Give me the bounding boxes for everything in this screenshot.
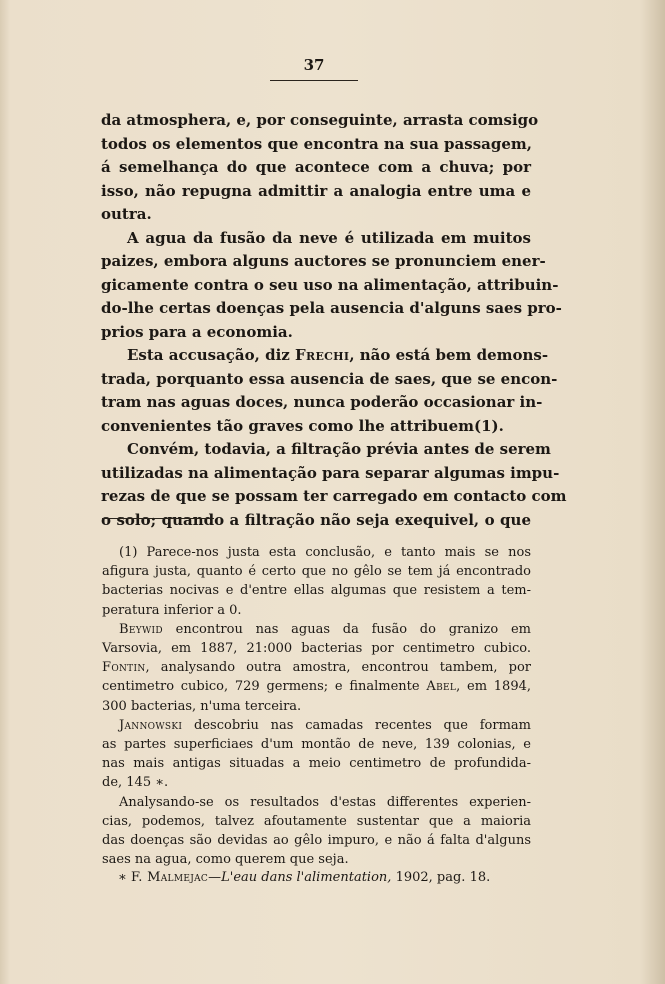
page-number: 37 — [303, 56, 325, 74]
footnote-line: 300 bacterias, n'uma terceira. — [102, 698, 302, 714]
footnote-line: (1) Parece-nos justa esta conclusão, e tanto mais se nos — [119, 545, 531, 560]
text-line: da atmosphera, e, por conseguinte, arrasta comsigo — [101, 111, 539, 129]
author-name-jannowski: Jannowski — [119, 717, 183, 733]
footnote-line — [102, 716, 531, 735]
text-line: do-lhe certas doenças pela ausencia d'alguns saes pro- — [101, 299, 562, 317]
text-fragment: , analysando outra amostra, encontrou tambem, por — [145, 660, 531, 676]
footnotes — [102, 543, 531, 869]
text-line: prios para a economia. — [101, 322, 293, 341]
text-line: utilizadas na alimentação para separar algumas impu- — [101, 463, 560, 482]
text-line: tram nas aguas doces, nunca poderão occasionar in- — [101, 393, 543, 411]
asterisk-marker: ∗ — [118, 870, 127, 885]
text-fragment: centimetro cubico, 729 germens; e finalmente — [102, 679, 420, 695]
footnote-line: Analysando-se os resultados d'estas differentes experien- — [119, 794, 531, 810]
text-line: isso, não repugna admittir a analogia entre uma e — [101, 181, 531, 200]
page-number-rule — [270, 80, 358, 81]
text-fragment: encontrou nas aguas da fusão do granizo em — [162, 621, 531, 637]
reference-note — [118, 869, 531, 887]
text-line: convenientes tão graves como lhe attribuem(1). — [101, 416, 504, 435]
footnote-line: cias, podemos, talvez afoutamente sustentar que a maioria — [102, 813, 531, 829]
footnote-line: afigura justa, quanto é certo que no gêlo se tem já encontrado — [102, 564, 531, 580]
author-name-frechi: Frechi — [295, 346, 350, 364]
footnote-line: saes na agua, como querem que seja. — [102, 852, 349, 868]
footnote-line: peratura inferior a 0. — [102, 602, 242, 618]
text-fragment: , não está bem demons- — [349, 346, 549, 364]
footnote-rule — [102, 518, 214, 519]
text-fragment: , em 1894, — [456, 679, 532, 695]
text-line: paizes, embora alguns auctores se pronunciem ener- — [101, 252, 546, 270]
text-line: A agua da fusão da neve é utilizada em muitos — [127, 228, 531, 247]
footnote-line: bacterias nocivas e d'entre ellas algumas que resistem a tem- — [102, 583, 531, 599]
footnote-line — [102, 658, 531, 677]
footnote-line — [102, 620, 531, 639]
footnote-line: de, 145 ∗. — [102, 775, 169, 791]
text-line: á semelhança do que acontece com a chuva; por — [101, 158, 531, 176]
reference-author: F. Malmejac — [130, 870, 209, 885]
reference-details: 1902, pag. 18. — [395, 870, 491, 885]
text-line: Convém, todavia, a filtração prévia antes de serem — [127, 440, 551, 458]
footnote-line: das doenças são devidas ao gêlo impuro, e não á falta d'alguns — [102, 833, 531, 849]
text-line: o solo; quando a filtração não seja exequivel, o que — [101, 510, 531, 529]
author-name-beywid: Beywid — [119, 621, 163, 637]
author-name-abel: Abel — [426, 679, 457, 695]
text-line: trada, porquanto essa ausencia de saes, que se encon- — [101, 369, 558, 388]
text-fragment: descobriu nas camadas recentes que formam — [182, 717, 531, 733]
reference-dash: — — [208, 870, 222, 885]
reference-title: L'eau dans l'alimentation, — [221, 870, 392, 885]
main-text — [101, 109, 567, 532]
text-line: todos os elementos que encontra na sua passagem, — [101, 134, 532, 153]
text-line: outra. — [101, 205, 152, 223]
text-line: gicamente contra o seu uso na alimentação, attribuin- — [101, 275, 559, 294]
footnote-line — [102, 677, 531, 696]
footnote-line: as partes superficiaes d'um montão de neve, 139 colonias, e — [102, 737, 531, 753]
text-fragment: Esta accusação, diz — [127, 346, 290, 364]
author-name-fontin: Fontin — [102, 660, 146, 676]
text-line: rezas de que se possam ter carregado em contacto com — [101, 487, 567, 505]
footnote-line: Varsovia, em 1887, 21:000 bacterias por centimetro cubico. — [102, 641, 531, 657]
text-line — [101, 344, 549, 368]
footnote-line: nas mais antigas situadas a meio centimetro de profundida- — [102, 756, 531, 772]
